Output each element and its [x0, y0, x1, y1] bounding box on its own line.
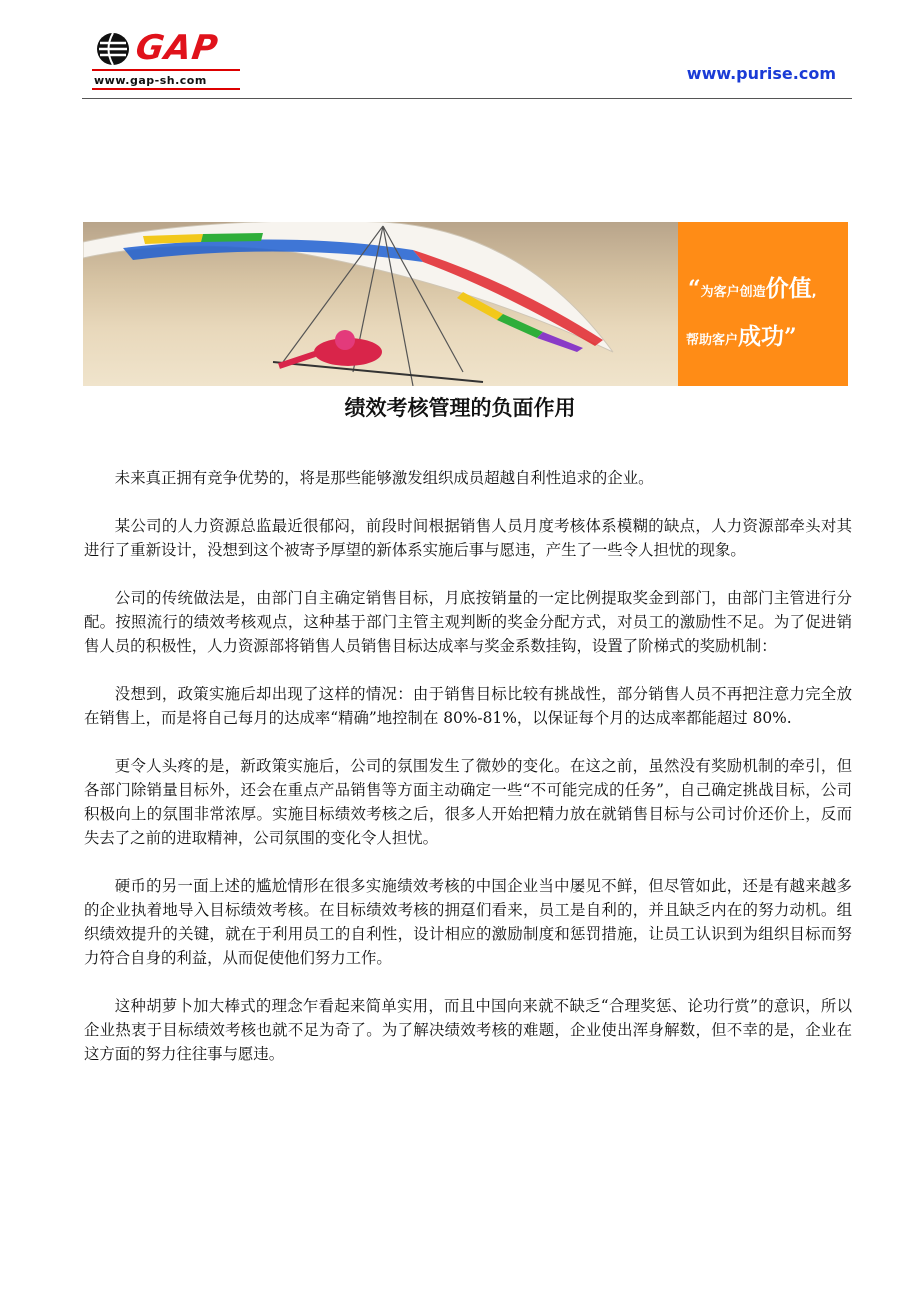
paragraph: 没想到，政策实施后却出现了这样的情况：由于销售目标比较有挑战性，部分销售人员不再把注意力完全放在销售上，而是将自己每月的达成率“精确”地控制在 80%-81%，以保证每个月的达成率都能超过 80%.: [84, 685, 852, 727]
logo-website: www.gap-sh.com: [94, 74, 207, 87]
globe-logo-icon: [96, 32, 130, 66]
paragraph: 更令人头疼的是，新政策实施后，公司的氛围发生了微妙的变化。在这之前，虽然没有奖励机制的牵引，但各部门除销量目标外，还会在重点产品销售等方面主动确定一些“不可能完成的任务”，自己确定挑战目标，公司积极向上的氛围非常浓厚。实施目标绩效考核之后，很多人开始把精力放在就销售目标与公司讨价还价上，反而失去了之前的进取精神，公司氛围的变化令人担忧。: [84, 757, 852, 847]
slogan-comma: ,: [811, 285, 817, 300]
gap-logo: [82, 24, 242, 92]
hang-glider-photo: [83, 222, 678, 386]
open-quote-icon: “: [688, 276, 701, 302]
slogan-line-2: [686, 318, 797, 351]
hero-banner: [83, 222, 848, 386]
hang-glider-illustration: [83, 222, 678, 386]
paragraph: 未来真正拥有竞争优势的，将是那些能够激发组织成员超越自利性追求的企业。: [114, 469, 654, 487]
page-header: [82, 24, 852, 99]
logo-underline: [92, 88, 240, 90]
slogan-2-emphasis: 成功: [738, 324, 785, 350]
paragraph: 某公司的人力资源总监最近很郁闷，前段时间根据销售人员月度考核体系模糊的缺点，人力资源部牵头对其进行了重新设计，没想到这个被寄予厚望的新体系实施后事与愿违，产生了一些令人担忧的现象。: [84, 517, 852, 559]
logo-divider: [92, 69, 240, 71]
site-url-link[interactable]: www.purise.com: [686, 64, 836, 83]
slogan-1-text: 为客户创造: [700, 285, 766, 300]
article-body: [84, 466, 852, 1090]
paragraph: 公司的传统做法是，由部门自主确定销售目标，月底按销量的一定比例提取奖金到部门，由部门主管进行分配。按照流行的绩效考核观点，这种基于部门主管主观判断的奖金分配方式，对员工的激励性不足。为了促进销售人员的积极性，人力资源部将销售人员销售目标达成率与奖金系数挂钩，设置了阶梯式的奖励机制：: [84, 589, 852, 655]
logo-wordmark: GAP: [133, 28, 221, 68]
slogan-2-text: 帮助客户: [686, 333, 739, 348]
paragraph: 这种胡萝卜加大棒式的理念乍看起来简单实用，而且中国向来就不缺乏“合理奖惩、论功行赏”的意识，所以企业热衷于目标绩效考核也就不足为奇了。为了解决绩效考核的难题，企业使出浑身解数，但不幸的是，企业在这方面的努力往往事与愿违。: [84, 997, 852, 1063]
slogan-panel: [678, 222, 848, 386]
paragraph: 硬币的另一面上述的尴尬情形在很多实施绩效考核的中国企业当中屡见不鲜，但尽管如此，还是有越来越多的企业执着地导入目标绩效考核。在目标绩效考核的拥趸们看来，员工是自利的，并且缺乏内在的努力动机。组织绩效提升的关键，就在于利用员工的自利性，设计相应的激励制度和惩罚措施，让员工认识到为组织目标而努力符合自身的利益，从而促使他们努力工作。: [84, 877, 852, 967]
article-title: 绩效考核管理的负面作用: [344, 396, 576, 420]
slogan-line-1: [688, 270, 817, 303]
slogan-1-emphasis: 价值: [765, 276, 812, 302]
close-quote-icon: ”: [784, 324, 797, 350]
